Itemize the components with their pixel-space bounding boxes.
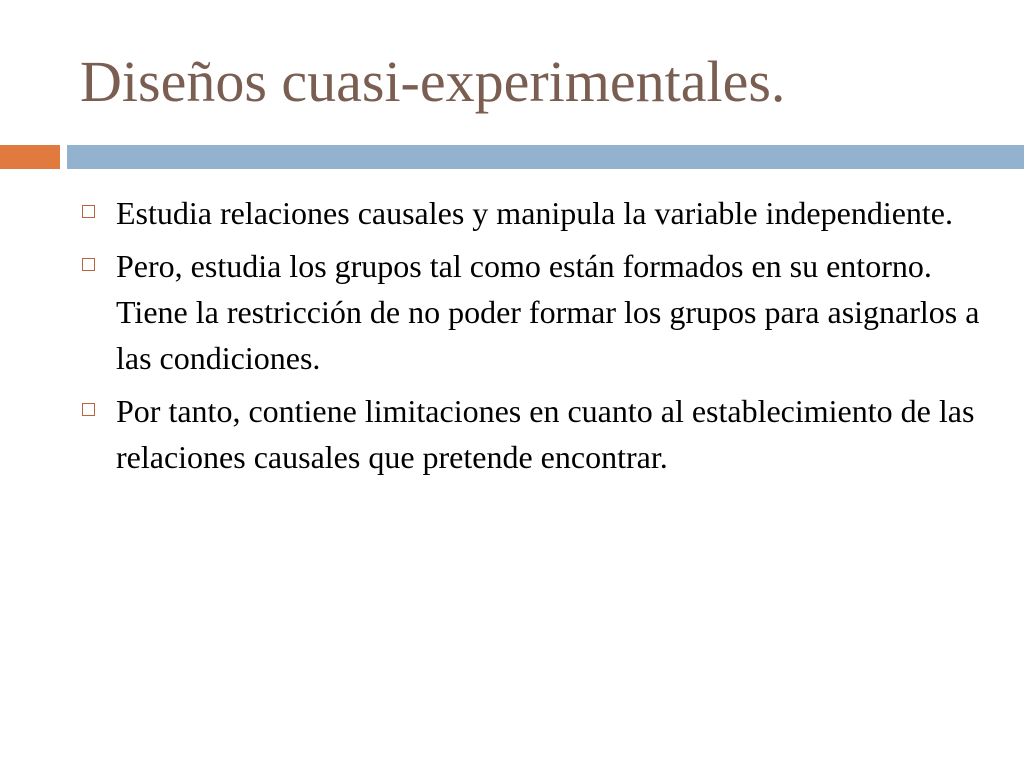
bullet-item [80,190,980,236]
slide-title: Diseños cuasi-experimentales. [80,49,786,114]
bullet-item [80,388,980,480]
bullet-list [80,190,980,487]
bullet-item [80,243,980,381]
bullet-text: Por tanto, contiene limitaciones en cuanto al establecimiento de las relaciones causales que pretende encontrar. [116,393,975,475]
hollow-square-bullet-icon [82,258,95,271]
bullet-text: Estudia relaciones causales y manipula la variable independiente. [116,195,953,231]
bullet-text: Pero, estudia los grupos tal como están formados en su entorno. Tiene la restricción de no poder formar los grupos para asignarlos a las condiciones. [116,248,980,376]
hollow-square-bullet-icon [82,403,95,416]
title-divider-accent [0,145,60,169]
title-divider-bar [67,145,1024,169]
hollow-square-bullet-icon [82,205,95,218]
